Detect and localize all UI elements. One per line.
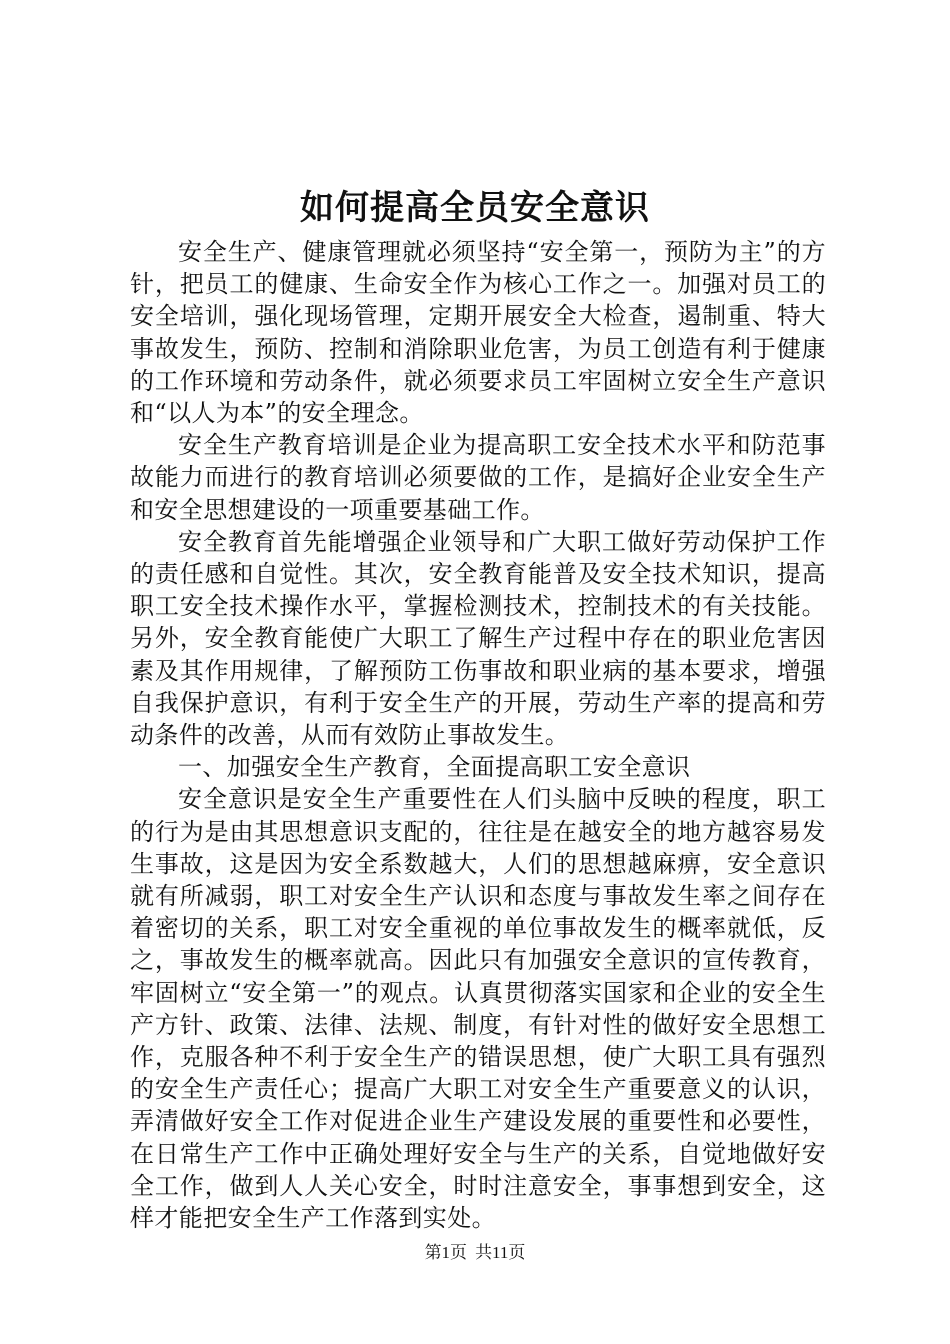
paragraph-education-benefits: 安全教育首先能增强企业领导和广大职工做好劳动保护工作的责任感和自觉性。其次，安全教育能普及安全技术知识，提高职工安全技术操作水平，掌握检测技术，控制技术的有关技能。另外，安全教育能使广大职工了解生产过程中存在的职业危害因素及其作用规律，了解预防工伤事故和职业病的基本要求，增强自我保护意识，有利于安全生产的开展，劳动生产率的提高和劳动条件的改善，从而有效防止事故发生。 [130, 527, 826, 750]
page-total: 共11页 [475, 1243, 526, 1262]
document-title: 如何提高全员安全意识 [300, 188, 650, 228]
section-heading: 一、加强安全生产教育，全面提高职工安全意识 [178, 753, 691, 782]
page-footer [0, 1240, 950, 1266]
paragraph-safety-awareness: 安全意识是安全生产重要性在人们头脑中反映的程度，职工的行为是由其思想意识支配的，往往是在越安全的地方越容易发生事故，这是因为安全系数越大，人们的思想越麻痹，安全意识就有所减弱，职工对安全生产认识和态度与事故发生率之间存在着密切的关系，职工对安全重视的单位事故发生的概率就低，反之，事故发生的概率就高。因此只有加强安全意识的宣传教育，牢固树立“安全第一”的观点。认真贯彻落实国家和企业的安全生产方针、政策、法律、法规、制度，有针对性的做好安全思想工作，克服各种不利于安全生产的错误思想，使广大职工具有强烈的安全生产责任心；提高广大职工对安全生产重要意义的认识，弄清做好安全工作对促进企业生产建设发展的重要性和必要性，在日常生产工作中正确处理好安全与生产的关系，自觉地做好安全工作，做到人人关心安全，时时注意安全，事事想到安全，这样才能把安全生产工作落到实处。 [130, 785, 826, 1233]
page-number: 第1页 [424, 1243, 468, 1262]
document-body [130, 236, 826, 1234]
paragraph-intro: 安全生产、健康管理就必须坚持“安全第一，预防为主”的方针，把员工的健康、生命安全作为核心工作之一。加强对员工的安全培训，强化现场管理，定期开展安全大检查，遏制重、特大事故发生，预防、控制和消除职业危害，为员工创造有利于健康的工作环境和劳动条件，就必须要求员工牢固树立安全生产意识和“以人为本”的安全理念。 [130, 238, 826, 428]
paragraph-training: 安全生产教育培训是企业为提高职工安全技术水平和防范事故能力而进行的教育培训必须要做的工作，是搞好企业安全生产和安全思想建设的一项重要基础工作。 [130, 431, 826, 524]
